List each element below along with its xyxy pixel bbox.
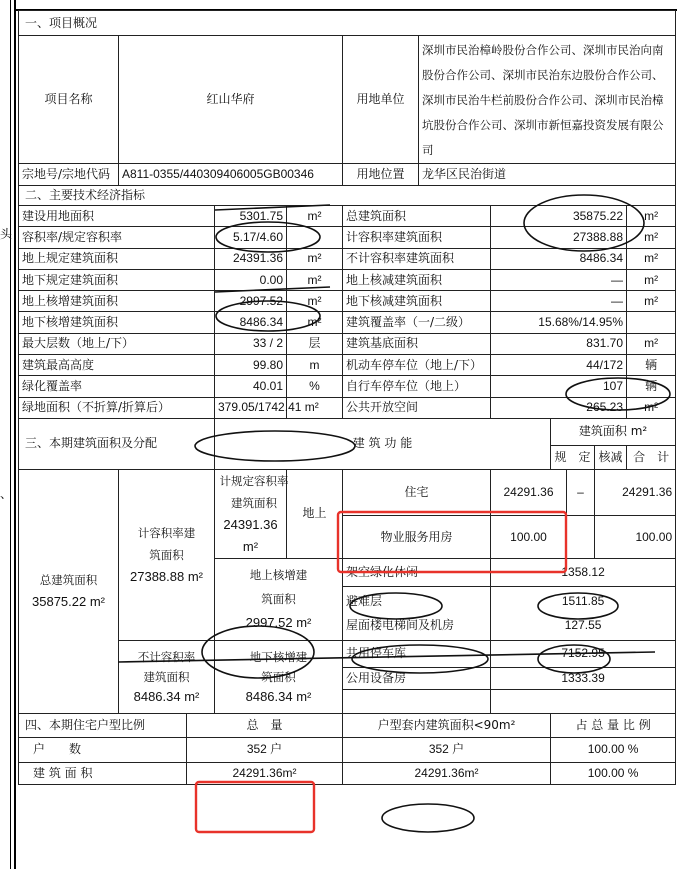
indicator-row [19, 355, 676, 376]
indicator-unit: m² [627, 248, 676, 269]
below-add-value: 8486.34 m² [245, 688, 312, 704]
area-header: 建筑面积 m² [551, 418, 676, 445]
above-add-label: 地上核增建筑面积 [249, 568, 308, 607]
col-reduce: 核减 [595, 445, 627, 469]
refuge-value: 1511.85 [561, 594, 605, 609]
indicator-label: 不计容积率建筑面积 [343, 248, 491, 269]
indicator-unit: m [287, 355, 343, 376]
indicator-value: 265.23 [491, 397, 627, 418]
indicator-unit: % [287, 376, 343, 397]
indicator-row [19, 227, 676, 248]
refuge-roof-values [491, 586, 676, 640]
indicator-label: 最大层数（地上/下） [19, 333, 215, 354]
indicator-row [19, 376, 676, 397]
col-planned: 规 定 [551, 445, 595, 469]
indicator-label: 地上核增建筑面积 [19, 291, 215, 312]
indicator-label: 地上核减建筑面积 [343, 269, 491, 290]
indicator-row [19, 312, 676, 333]
indicator-value: 8486.34 [215, 312, 287, 333]
indicator-label: 绿化覆盖率 [19, 376, 215, 397]
indicator-label: 自行车停车位（地上） [343, 376, 491, 397]
indicator-unit: 辆 [627, 355, 676, 376]
property-reduce [567, 516, 595, 559]
indicator-value: 27388.88 [491, 227, 627, 248]
indicator-value: 35875.22 [491, 206, 627, 227]
indicator-label: 建筑最高高度 [19, 355, 215, 376]
indicator-label: 建筑覆盖率（一/二级） [343, 312, 491, 333]
indicator-unit: m² [627, 227, 676, 248]
area-small: 24291.36m² [343, 762, 551, 784]
roof-room-label: 屋面楼电梯间及机房 [346, 618, 455, 633]
indicator-row [19, 291, 676, 312]
residential-planned: 24291.36 [491, 469, 567, 515]
indicator-value: 24391.36 [215, 248, 287, 269]
total-area-value: 35875.22 m² [32, 594, 105, 610]
far-area-cell [119, 469, 215, 640]
garage-label: 共用停车库 [343, 640, 491, 667]
indicator-unit: m² [287, 248, 343, 269]
households-ratio: 100.00 % [551, 737, 676, 762]
indicators-table-body [19, 206, 676, 419]
section-2-title: 二、主要技术经济指标 [19, 186, 676, 206]
location: 龙华区民治街道 [419, 164, 676, 186]
indicator-label: 公共开放空间 [343, 397, 491, 418]
refuge-floor-label: 避难层 [346, 594, 383, 609]
indicator-unit: m² [287, 291, 343, 312]
indicator-value: 15.68%/14.95% [491, 312, 627, 333]
indicator-value: 44/172 [491, 355, 627, 376]
indicator-label: 建筑基底面积 [343, 333, 491, 354]
indicator-label: 总建筑面积 [343, 206, 491, 227]
above-add-value: 2997.52 m² [245, 615, 312, 631]
indicator-value: 0.00 [215, 269, 287, 290]
page-edge-left [10, 0, 11, 869]
indicator-label: 机动车停车位（地上/下） [343, 355, 491, 376]
non-far-value: 8486.34 m² [133, 688, 200, 704]
indicator-unit: m² [627, 333, 676, 354]
indicator-label: 计容积率建筑面积 [343, 227, 491, 248]
project-name: 红山华府 [119, 36, 343, 164]
parcel-code: A811-0355/440309406005GB00346 [119, 164, 343, 186]
indicator-row [19, 206, 676, 227]
ratio-small-header: 户型套内建筑面积<90m² [343, 713, 551, 737]
households-total: 352 户 [187, 737, 343, 762]
highlight-box [196, 782, 314, 832]
indicator-label: 地下核减建筑面积 [343, 291, 491, 312]
indicator-unit: m² [627, 291, 676, 312]
equipment-value: 1333.39 [491, 667, 676, 689]
ratio-ratio-header: 占 总 量 比 例 [551, 713, 676, 737]
indicator-value: 831.70 [491, 333, 627, 354]
indicator-unit: m² [627, 269, 676, 290]
total-area-cell [19, 469, 119, 713]
section-3-title: 三、本期建筑面积及分配 [19, 418, 215, 469]
property-total: 100.00 [595, 516, 676, 559]
garage-value: 7152.95 [491, 640, 676, 667]
far-area-value: 27388.88 m² [130, 568, 203, 584]
cloud-mark [382, 804, 474, 832]
indicator-label: 地下核增建筑面积 [19, 312, 215, 333]
non-far-label: 不计容积率建筑面积 [137, 649, 196, 684]
sky-garden-value: 1358.12 [491, 558, 676, 586]
residential-label: 住宅 [343, 469, 491, 515]
above-ground-label: 地上 [287, 469, 343, 558]
indicator-value: 5.17/4.60 [215, 227, 287, 248]
parcel-label: 宗地号/宗地代码 [19, 164, 119, 186]
households-label: 户 数 [19, 737, 187, 762]
indicator-row [19, 333, 676, 354]
land-user: 深圳市民治樟岭股份合作公司、深圳市民治向南股份合作公司、深圳市民治东边股份合作公司、深圳市民治牛栏前股份合作公司、深圳市民治樟坑股份合作公司、深圳市新恒嘉投资发展有限公司 [419, 36, 676, 164]
below-add-label: 地下核增建筑面积 [249, 649, 308, 684]
section-1-title: 一、项目概况 [19, 11, 676, 36]
indicator-unit: 层 [287, 333, 343, 354]
indicator-unit: m² [627, 397, 676, 418]
indicator-unit [627, 312, 676, 333]
area-total: 24291.36m² [187, 762, 343, 784]
indicator-label: 容积率/规定容积率 [19, 227, 215, 248]
residential-total: 24291.36 [595, 469, 676, 515]
roof-value: 127.55 [564, 618, 602, 633]
equipment-label: 公用设备房 [343, 667, 491, 689]
sky-garden-label: 架空绿化休闲 [343, 558, 491, 586]
households-small: 352 户 [343, 737, 551, 762]
indicator-unit: m² [287, 206, 343, 227]
indicator-value: — [491, 269, 627, 290]
indicator-value: 8486.34 [491, 248, 627, 269]
project-name-label: 项目名称 [19, 36, 119, 164]
indicator-value: 2997.52 [215, 291, 287, 312]
indicator-value: 40.01 [215, 376, 287, 397]
indicator-label: 绿地面积（不折算/折算后） [19, 397, 215, 418]
indicator-value: 99.80 [215, 355, 287, 376]
land-user-label: 用地单位 [343, 36, 419, 164]
above-add-cell [215, 558, 343, 640]
property-planned: 100.00 [491, 516, 567, 559]
indicator-label: 建设用地面积 [19, 206, 215, 227]
indicator-row [19, 397, 676, 418]
indicator-unit: 辆 [627, 376, 676, 397]
below-add-cell [215, 640, 343, 713]
refuge-roof-cell [343, 586, 491, 640]
col-total: 合 计 [627, 445, 676, 469]
indicator-value: 33 / 2 [215, 333, 287, 354]
function-header: 建 筑 功 能 [215, 418, 551, 469]
area-ratio: 100.00 % [551, 762, 676, 784]
indicator-unit [287, 227, 343, 248]
planned-far-label: 计规定容积率建筑面积 [219, 473, 289, 510]
indicator-unit: m² [627, 206, 676, 227]
indicator-unit: m² [287, 312, 343, 333]
property-service-label: 物业服务用房 [343, 516, 491, 559]
far-area-label: 计容积率建筑面积 [137, 525, 196, 562]
area-label: 建 筑 面 积 [19, 762, 187, 784]
indicator-value: 379.05/1742.41 m² [215, 397, 287, 418]
indicator-label: 地下规定建筑面积 [19, 269, 215, 290]
indicator-row [19, 248, 676, 269]
section-4-title: 四、本期住宅户型比例 [19, 713, 187, 737]
planned-far-value: 24391.36 m² [223, 516, 278, 554]
side-mark: 头 [0, 227, 13, 241]
page-edge-left-inner [14, 0, 16, 869]
indicator-value: — [491, 291, 627, 312]
indicator-label: 地上规定建筑面积 [19, 248, 215, 269]
indicator-value: 5301.75 [215, 206, 287, 227]
empty-cell [491, 689, 676, 713]
planned-far-cell [215, 469, 287, 558]
empty-cell [343, 689, 491, 713]
non-far-cell [119, 640, 215, 713]
location-label: 用地位置 [343, 164, 419, 186]
total-area-label: 总建筑面积 [39, 573, 98, 588]
indicator-unit: m² [287, 269, 343, 290]
side-mark: 、 [0, 487, 13, 501]
project-summary-table [18, 10, 676, 785]
indicator-row [19, 269, 676, 290]
ratio-total-header: 总 量 [187, 713, 343, 737]
residential-reduce: – [567, 469, 595, 515]
indicator-value: 107 [491, 376, 627, 397]
